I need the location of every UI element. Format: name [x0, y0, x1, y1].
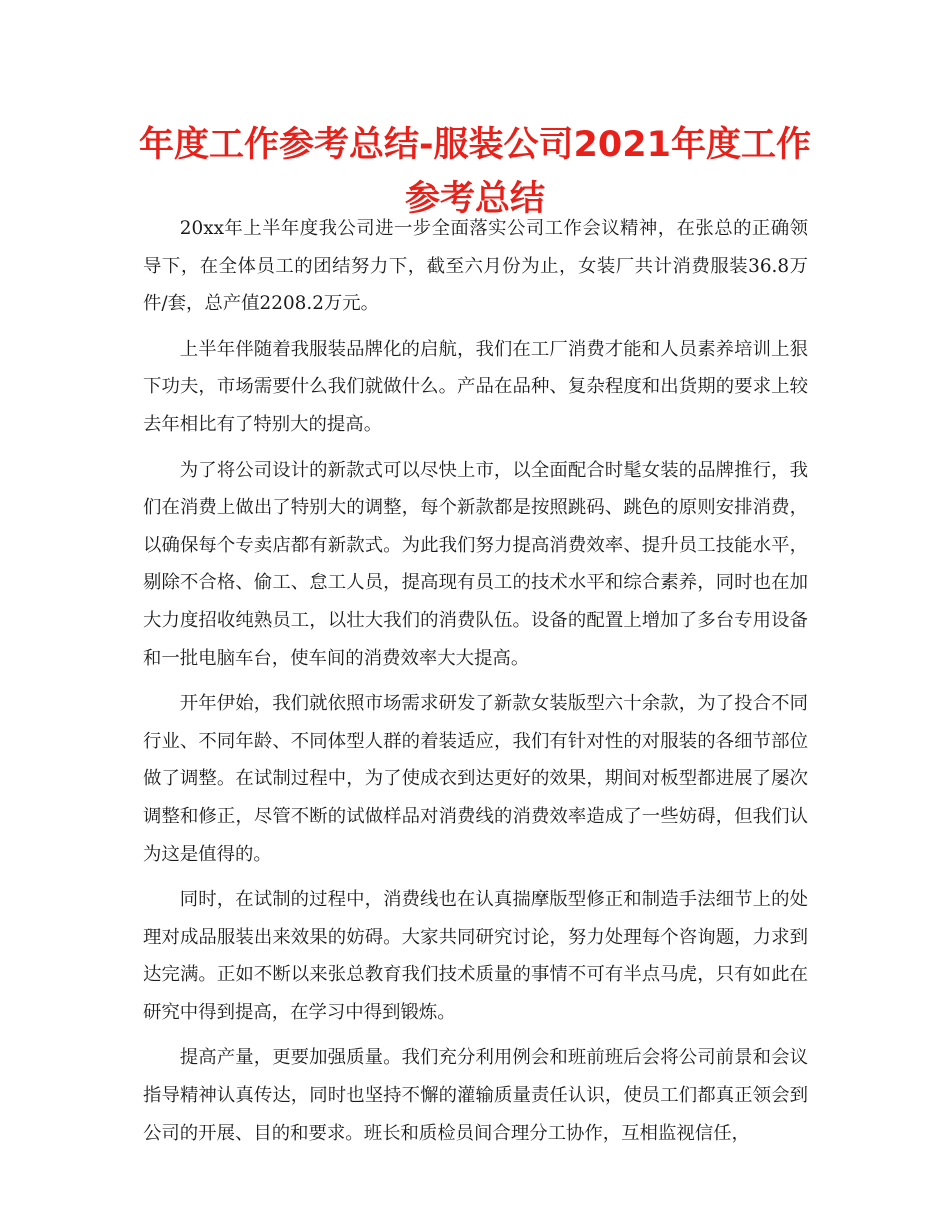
paragraph: 提高产量，更要加强质量。我们充分利用例会和班前班后会将公司前景和会议指导精神认真传达，同时也坚持不懈的灌输质量责任认识，使员工们都真正领会到公司的开展、目的和要求。班长和质检员间合理分工协作，互相监视信任，	[143, 1047, 808, 1144]
paragraph: 上半年伴随着我服装品牌化的启航，我们在工厂消费才能和人员素养培训上狠下功夫，市场需要什么我们就做什么。产品在品种、复杂程度和出货期的要求上较去年相比有了特别大的提高。	[143, 338, 808, 435]
paragraph: 20xx年上半年度我公司进一步全面落实公司工作会议精神，在张总的正确领导下，在全体员工的团结努力下，截至六月份为止，女装厂共计消费服装36.8万件/套，总产值2208.2万元。	[143, 218, 808, 315]
paragraph: 同时，在试制的过程中，消费线也在认真揣摩版型修正和制造手法细节上的处理对成品服装出来效果的妨碍。大家共同研究讨论，努力处理每个咨询题，力求到达完满。正如不断以来张总教育我们技术质量的事情不可有半点马虎，只有如此在研究中得到提高，在学习中得到锻炼。	[143, 889, 808, 1023]
paragraph: 开年伊始，我们就依照市场需求研发了新款女装版型六十余款，为了投合不同行业、不同年龄、不同体型人群的着装适应，我们有针对性的对服装的各细节部位做了调整。在试制过程中，为了使成衣到达更好的效果，期间对板型都进展了屡次调整和修正，尽管不断的试做样品对消费线的消费效率造成了一些妨碍，但我们认为这是值得的。	[143, 693, 808, 865]
document-body	[143, 210, 808, 1160]
paragraph: 为了将公司设计的新款式可以尽快上市，以全面配合时髦女装的品牌推行，我们在消费上做出了特别大的调整，每个新款都是按照跳码、跳色的原则安排消费，以确保每个专卖店都有新款式。为此我们努力提高消费效率、提升员工技能水平，剔除不合格、偷工、怠工人员，提高现有员工的技术水平和综合素养，同时也在加大力度招收纯熟员工，以壮大我们的消费队伍。设备的配置上增加了多台专用设备和一批电脑车台，使车间的消费效率大大提高。	[143, 459, 808, 669]
document-title: 年度工作参考总结-服装公司2021年度工作参考总结	[139, 125, 811, 219]
